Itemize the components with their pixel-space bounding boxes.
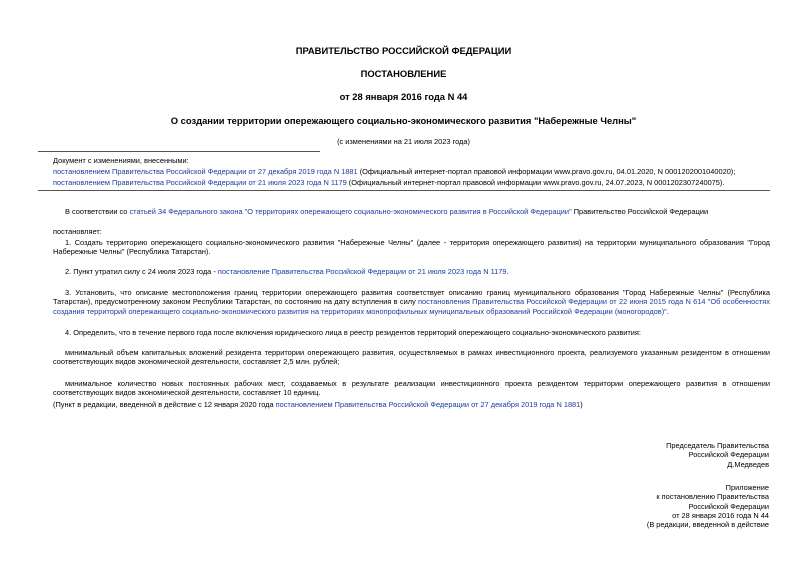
divider-top [38, 151, 320, 152]
appendix-date: от 28 января 2016 года N 44 [672, 510, 769, 520]
amendment-link-2019[interactable]: постановлением Правительства Российской Федерации от 27 декабря 2019 года N 1881 [53, 167, 358, 176]
changes-item-source: (Официальный интернет-портал правовой информации www.pravo.gov.ru, 24.07.2023, N 0001202307240075). [346, 178, 725, 187]
changes-item [53, 167, 735, 176]
preamble: В соответствии со статьей 34 Федерального закона "О территориях опережающего социально-экономического развития в Российской Федерации" Правительство Российской Федерации [65, 207, 709, 216]
paragraph-6: минимальное количество новых постоянных рабочих мест, создаваемых в результате реализации инвестиционного проекта резидентом территории опережающего развития в отношении соответствующих видов экономической деятельности, составляет 10 единиц. [53, 379, 770, 398]
appendix-label: Приложение [725, 483, 769, 492]
appendix-country: Российской Федерации [688, 501, 769, 511]
amendment-note: (с изменениями на 21 июля 2023 года) [337, 137, 470, 146]
document-type: ПОСТАНОВЛЕНИЕ [360, 68, 447, 79]
paragraph-2: 2. Пункт утратил силу с 24 июля 2023 года - постановление Правительства Российской Федерации от 21 июля 2023 года N 1179. [65, 267, 509, 276]
appendix-block [647, 483, 769, 529]
paragraph-4: 4. Определить, что в течение первого года после включения юридического лица в реестр резидентов территорий опережающего социально-экономического развития: [65, 328, 641, 337]
federal-law-link[interactable]: статьей 34 Федерального закона "О территориях опережающего социально-экономического развития в Российской Федерации" [129, 207, 572, 216]
changes-item [53, 178, 724, 187]
paragraph-5: минимальный объем капитальных вложений резидента территории опережающего развития, осуществляемых в рамках инвестиционного проекта, реализуемого указанным резидентом в отношении соответствующих видов экономической деятельности, составляет 2,5 млн. рублей; [53, 348, 770, 367]
paragraph-7-note: (Пункт в редакции, введенной в действие с 12 января 2020 года постановлением Правительства Российской Федерации от 27 декабря 2019 года N 1881) [53, 400, 583, 409]
document-title: О создании территории опережающего социально-экономического развития "Набережные Челны" [170, 115, 637, 126]
signature-country: Российской Федерации [688, 450, 769, 460]
repeal-link-2023[interactable]: постановление Правительства Российской Федерации от 21 июля 2023 года N 1179 [217, 267, 507, 276]
appendix-edition: (В редакции, введенной в действие [646, 520, 769, 529]
signature-name: Д.Медведев [727, 459, 769, 469]
paragraph-3: 3. Установить, что описание местоположения границ территории опережающего развития соответствует описанию границ муниципального образования "Город Набережные Челны" (Республика Татарстан), предусмотренному законом Республики Татарстан, по состоянию на дату вступления в силу постановления Правительства Российской Федерации от 22 июня 2015 года N 614 "Об особенностях создания территорий опережающего социально-экономического развития на территориях монопрофильных муниципальных образований Российской Федерации (моногородов)". [53, 288, 770, 316]
paragraph-1: 1. Создать территорию опережающего социально-экономического развития "Набережные Челны" (далее - территория опережающего развития) на территории муниципального образования "Город Набережные Челны" (Республика Татарстан). [53, 238, 770, 257]
signature-title: Председатель Правительства [666, 441, 769, 450]
divider-bottom [38, 190, 770, 191]
appendix-ref: к постановлению Правительства [656, 492, 769, 502]
amendment-link-2019-note[interactable]: постановлением Правительства Российской Федерации от 27 декабря 2019 года N 1881 [275, 400, 581, 409]
government-name: ПРАВИТЕЛЬСТВО РОССИЙСКОЙ ФЕДЕРАЦИИ [295, 45, 512, 56]
resolves-label: постановляет: [53, 227, 102, 236]
signature-block [666, 441, 769, 469]
changes-intro: Документ с изменениями, внесенными: [53, 156, 189, 165]
resolution-614-link[interactable]: постановления Правительства Российской Федерации от 22 июня 2015 года N 614 "Об особенностях создания территорий опережающего социально-экономического развития на территориях монопрофильных муниципальных образований Российской Федерации (моногородов)" [53, 297, 770, 316]
changes-item-source: (Официальный интернет-портал правовой информации www.pravo.gov.ru, 04.01.2020, N 0001202001040020); [357, 167, 736, 176]
amendment-link-2023[interactable]: постановлением Правительства Российской Федерации от 21 июля 2023 года N 1179 [53, 178, 347, 187]
document-date-number: от 28 января 2016 года N 44 [339, 91, 468, 102]
